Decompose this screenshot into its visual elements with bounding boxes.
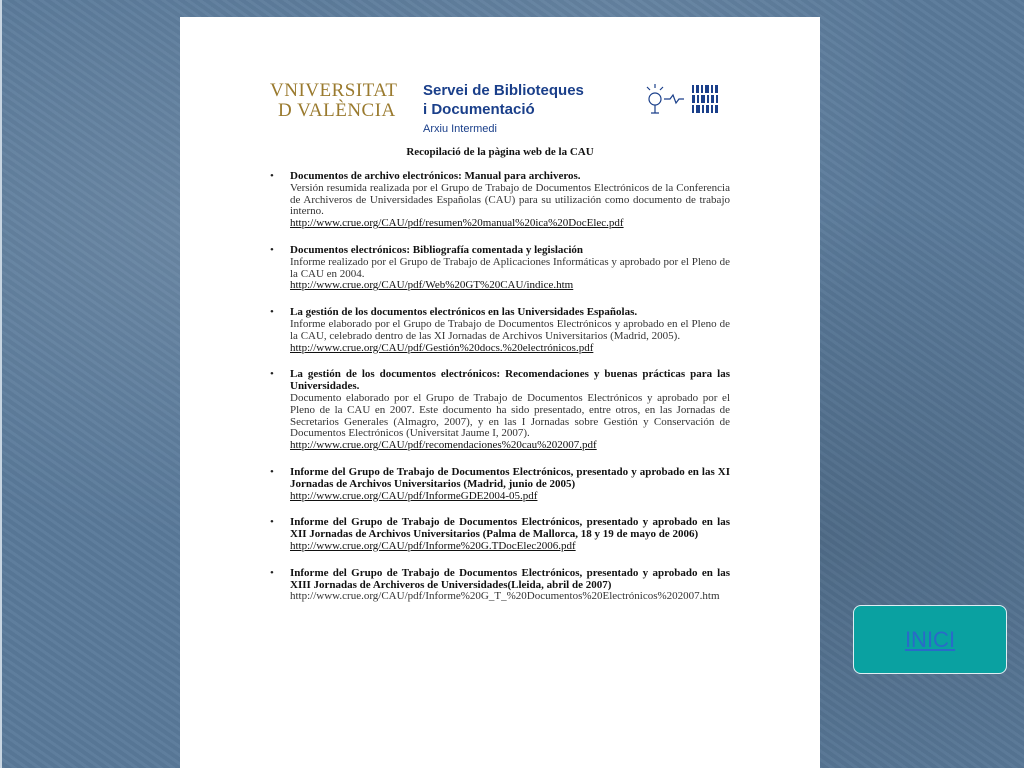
service-name-line1: Servei de Biblioteques [423,82,584,99]
item-heading: Informe del Grupo de Trabajo de Documentos Electrónicos, presentado y aprobado en las XI Jornadas de Archivos Universitarios (Madrid, junio de 2005) [290,465,730,490]
item-link[interactable]: http://www.crue.org/CAU/pdf/Gestión%20docs.%20electrónicos.pdf [290,341,594,354]
service-subtitle: Arxiu Intermedi [423,123,497,135]
resource-list [270,170,730,618]
document-title: Recopilació de la pàgina web de la CAU [406,146,594,158]
item-link[interactable]: http://www.crue.org/CAU/pdf/recomendaciones%20cau%202007.pdf [290,439,597,452]
list-item [270,243,730,292]
item-heading: La gestión de los documentos electrónicos: Recomendaciones y buenas prácticas para las Universidades. [290,368,730,393]
item-link[interactable]: http://www.crue.org/CAU/pdf/Web%20GT%20CAU/indice.htm [290,279,574,292]
inici-button-label[interactable]: INICI [904,626,956,652]
university-logo [270,81,410,121]
item-link[interactable]: http://www.crue.org/CAU/pdf/resumen%20manual%20ica%20DocElec.pdf [290,217,624,230]
list-item [270,516,730,552]
service-name-line2: i Documentació [423,101,535,118]
bullet-icon: • [270,566,274,579]
list-item [270,465,730,502]
item-description: Informe elaborado por el Grupo de Trabajo de Documentos Electrónicos y aprobado en el Pleno de la CAU, celebrado dentro de las XI Jornadas de Archivos Universitarios (Madrid, 2005). [290,317,730,342]
list-item [270,170,730,230]
university-logo-line2: D VALÈNCIA [278,100,396,121]
bullet-icon: • [270,516,274,529]
item-description: Documento elaborado por el Grupo de Trabajo de Documentos Electrónicos y aprobado por el Pleno de la CAU en 2007. Este documento ha sido presentado, entre otros, en las Jornadas de Secretarios Generales (Almagro, 2007), y en las I Jornadas sobre Gestión y Conservación de Documentos Electrónicos (Universitat Jaume I, 2007). [290,391,730,440]
bullet-icon: • [270,243,274,256]
library-service-logo [423,81,584,139]
document-page [180,17,820,768]
bullet-icon: • [270,306,274,319]
item-description: Informe realizado por el Grupo de Trabajo de Aplicaciones Informáticas y aprobado por el Pleno de la CAU en 2004. [290,255,730,280]
header-logos [270,79,740,137]
university-logo-line1: VNIVERSITAT [270,80,398,101]
bullet-icon: • [270,465,274,478]
bullet-icon: • [270,170,274,182]
item-heading: La gestión de los documentos electrónicos en las Universidades Españolas. [290,306,638,319]
list-item [270,306,730,354]
item-link[interactable]: http://www.crue.org/CAU/pdf/Informe%20G_T_%20Documentos%20Electrónicos%202007.htm [290,590,720,603]
item-heading: Informe del Grupo de Trabajo de Documentos Electrónicos, presentado y aprobado en las XII Jornadas de Archivos Universitarios (Palma de Mallorca, 18 y 19 de mayo de 2006) [290,516,730,541]
item-description: Versión resumida realizada por el Grupo de Trabajo de Documentos Electrónicos de la Conferencia de Archiveros de Universidades Españolas (CAU) para su utilización como documento de trabajo interno. [290,181,730,218]
bullet-icon: • [270,368,274,381]
item-heading: Documentos electrónicos: Bibliografía comentada y legislación [290,243,583,256]
list-item [270,566,730,603]
item-link[interactable]: http://www.crue.org/CAU/pdf/Informe%20G.TDocElec2006.pdf [290,539,576,552]
archive-logo-icon [642,79,742,119]
list-item [270,368,730,452]
item-link[interactable]: http://www.crue.org/CAU/pdf/InformeGDE2004-05.pdf [290,489,538,502]
inici-button[interactable] [853,605,1007,674]
item-heading: Documentos de archivo electrónicos: Manual para archiveros. [290,170,581,182]
item-heading: Informe del Grupo de Trabajo de Documentos Electrónicos, presentado y aprobado en las XIII Jornadas de Archiveros de Universidades(Lleida, abril de 2007) [290,566,730,591]
